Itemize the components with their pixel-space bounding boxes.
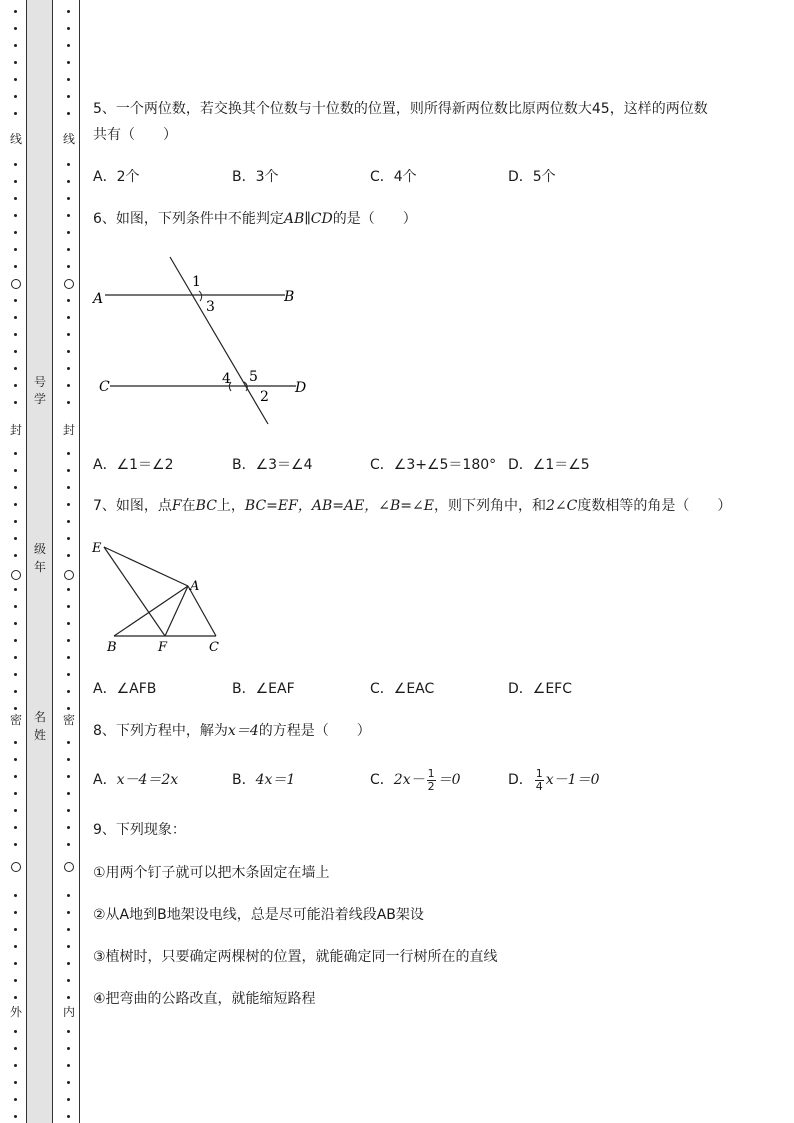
seal-dot <box>14 537 17 540</box>
seal-dot <box>14 1047 17 1050</box>
seal-dot <box>67 95 70 98</box>
q9-item-3: ③植树时，只要确定两棵树的位置，就能确定同一行树所在的直线 <box>93 949 498 965</box>
seal-dot <box>14 78 17 81</box>
option-label: C． <box>370 772 394 788</box>
seal-dot <box>14 95 17 98</box>
seal-dot <box>14 792 17 795</box>
seal-dot <box>14 707 17 710</box>
angle-label-5: 5 <box>249 369 258 385</box>
seal-dot <box>14 503 17 506</box>
point-label-b: B <box>284 289 295 305</box>
point-label-f: F <box>158 640 168 655</box>
angle-label-1: 1 <box>192 274 201 290</box>
seal-dot <box>67 894 70 897</box>
seal-dot <box>67 962 70 965</box>
seal-dot <box>14 163 17 166</box>
seal-dot <box>14 1115 17 1118</box>
binding-margin-student-info <box>26 0 53 1123</box>
option-label: B． <box>232 772 256 788</box>
seal-dot <box>67 792 70 795</box>
seal-dot <box>14 945 17 948</box>
seal-dot <box>67 843 70 846</box>
seal-dot <box>67 10 70 13</box>
q8-option-b <box>232 771 295 789</box>
q6-option-d: D．∠1＝∠5 <box>508 457 590 473</box>
seal-dot <box>14 843 17 846</box>
q8-option-c <box>370 763 461 797</box>
seal-dot <box>14 10 17 13</box>
name-label-2: 姓 <box>33 728 46 742</box>
seal-dot <box>67 61 70 64</box>
seal-dot <box>67 27 70 30</box>
q6-option-c: C．∠3+∠5＝180° <box>370 457 497 473</box>
seal-dot <box>67 1115 70 1118</box>
seal-char-inner-line: 线 <box>62 132 75 146</box>
q9-item-4: ④把弯曲的公路改直，就能缩短路程 <box>93 991 316 1007</box>
q6-figure-parallel-lines <box>88 250 328 430</box>
seal-dot <box>67 248 70 251</box>
seal-dot <box>67 214 70 217</box>
point-label-d: D <box>295 380 307 396</box>
q8-option-c-fraction <box>427 768 436 793</box>
q6-stem-math: AB∥CD <box>283 211 333 227</box>
seal-char-outer-out: 外 <box>9 1005 22 1019</box>
seal-dot <box>14 452 17 455</box>
seal-circle <box>64 862 74 872</box>
seal-dot <box>14 112 17 115</box>
seal-dot <box>67 656 70 659</box>
fraction-numerator: 1 <box>535 766 543 780</box>
seal-char-inner-seal: 封 <box>62 423 75 437</box>
fraction-numerator: 1 <box>427 766 435 780</box>
q7-option-d: D．∠EFC <box>508 681 573 697</box>
seal-dot <box>67 537 70 540</box>
seal-circle <box>64 279 74 289</box>
q7-stem-part: 度数相等的角是（ ） <box>577 498 732 514</box>
fraction-denominator: 2 <box>427 779 435 793</box>
seal-dot <box>14 554 17 557</box>
seal-char-outer-line: 线 <box>9 132 22 146</box>
seal-dot <box>14 520 17 523</box>
seal-dot <box>67 231 70 234</box>
seal-dot <box>67 945 70 948</box>
seal-dot <box>67 384 70 387</box>
seal-dot <box>67 1064 70 1067</box>
binding-margin-outer <box>0 0 26 1123</box>
seal-dot <box>67 1047 70 1050</box>
point-label-c: C <box>99 379 110 395</box>
seal-dot <box>67 503 70 506</box>
seal-dot <box>67 605 70 608</box>
seal-dot <box>67 809 70 812</box>
q6-option-a: A．∠1＝∠2 <box>93 457 174 473</box>
seal-dot <box>14 639 17 642</box>
seal-dot <box>14 469 17 472</box>
seal-char-outer-seal: 封 <box>9 423 22 437</box>
seal-dot <box>14 809 17 812</box>
seal-dot <box>67 639 70 642</box>
seal-char-inner-in: 内 <box>62 1005 75 1019</box>
seal-circle <box>11 570 21 580</box>
q9-stem: 9、下列现象： <box>93 822 186 838</box>
q8-stem-math: x＝4 <box>227 723 259 739</box>
seal-dot <box>14 27 17 30</box>
q5-stem-line2: 共有（ ） <box>93 127 177 143</box>
seal-dot <box>67 588 70 591</box>
seal-dot <box>67 826 70 829</box>
seal-char-inner-secret: 密 <box>62 713 75 727</box>
q5-option-b: B．3个 <box>232 169 279 185</box>
q6-stem <box>93 210 417 228</box>
q7-stem-part: ，则下列角中，和 <box>434 498 546 514</box>
seal-dot <box>67 197 70 200</box>
seal-dot <box>67 112 70 115</box>
q8-option-a-equation: x－4＝2x <box>116 772 179 788</box>
q7-option-b: B．∠EAF <box>232 681 295 697</box>
q8-option-d-part: x－1＝0 <box>545 772 600 788</box>
point-label-a: A <box>190 579 200 594</box>
seal-dot <box>67 707 70 710</box>
q8-option-c-part: 2x－ <box>393 772 425 788</box>
seal-dot <box>14 656 17 659</box>
q7-option-a: A．∠AFB <box>93 681 157 697</box>
student-number-label-2: 学 <box>33 392 46 406</box>
q8-option-b-equation: 4x＝1 <box>255 772 296 788</box>
q6-option-b: B．∠3＝∠4 <box>232 457 313 473</box>
seal-dot <box>67 741 70 744</box>
q8-option-c-part: ＝0 <box>437 772 461 788</box>
point-label-c: C <box>209 640 219 655</box>
q7-figure-triangles <box>88 535 238 660</box>
seal-dot <box>14 299 17 302</box>
seal-dot <box>14 622 17 625</box>
seal-circle <box>11 279 21 289</box>
seal-dot <box>14 911 17 914</box>
seal-dot <box>67 673 70 676</box>
seal-dot <box>14 826 17 829</box>
seal-dot <box>14 1064 17 1067</box>
q7-stem-math-bc: BC <box>195 498 217 514</box>
seal-dot <box>14 384 17 387</box>
seal-dot <box>67 180 70 183</box>
seal-dot <box>14 758 17 761</box>
seal-dot <box>14 673 17 676</box>
seal-dot <box>14 44 17 47</box>
seal-dot <box>67 44 70 47</box>
angle-label-4: 4 <box>222 371 231 387</box>
transversal-line <box>170 257 268 424</box>
point-label-a: A <box>93 291 104 307</box>
q7-stem <box>93 497 731 515</box>
seal-dot <box>14 996 17 999</box>
q7-stem-conditions: BC=EF，AB=AE，∠B=∠E <box>244 498 434 514</box>
seal-dot <box>67 758 70 761</box>
seal-dot <box>14 979 17 982</box>
seal-dot <box>14 248 17 251</box>
seal-dot <box>14 894 17 897</box>
seal-dot <box>14 741 17 744</box>
angle-label-2: 2 <box>260 389 269 405</box>
seal-dot <box>14 775 17 778</box>
seal-dot <box>67 911 70 914</box>
name-label-1: 名 <box>33 710 46 724</box>
q6-stem-suffix: 的是（ ） <box>332 211 417 227</box>
q7-stem-part: 在 <box>181 498 196 514</box>
q9-item-2: ②从A地到B地架设电线，总是尽可能沿着线段AB架设 <box>93 907 424 923</box>
seal-dot <box>67 316 70 319</box>
point-label-b: B <box>107 640 117 655</box>
seal-dot <box>67 520 70 523</box>
q7-stem-math-f: F <box>171 498 182 514</box>
seal-dot <box>14 316 17 319</box>
point-label-e: E <box>92 541 102 556</box>
seal-dot <box>14 231 17 234</box>
seal-dot <box>14 928 17 931</box>
option-label: A． <box>93 772 117 788</box>
seal-dot <box>14 605 17 608</box>
q5-option-a: A．2个 <box>93 169 140 185</box>
seal-dot <box>14 486 17 489</box>
seal-dot <box>14 401 17 404</box>
segment-ea <box>104 547 188 586</box>
seal-dot <box>14 180 17 183</box>
seal-dot <box>14 690 17 693</box>
seal-dot <box>67 622 70 625</box>
seal-dot <box>67 78 70 81</box>
seal-dot <box>67 928 70 931</box>
seal-dot <box>14 962 17 965</box>
q7-stem-part: 上， <box>216 498 245 514</box>
q7-stem-part: 7、如图，点 <box>93 498 172 514</box>
seal-dot <box>67 299 70 302</box>
binding-margin-inner <box>53 0 80 1123</box>
seal-dot <box>14 1081 17 1084</box>
seal-dot <box>14 588 17 591</box>
seal-dot <box>14 265 17 268</box>
grade-label-2: 年 <box>33 560 46 574</box>
seal-dot <box>67 996 70 999</box>
seal-dot <box>14 214 17 217</box>
seal-dot <box>14 367 17 370</box>
seal-dot <box>67 452 70 455</box>
seal-dot <box>67 469 70 472</box>
q8-stem-suffix: 的方程是（ ） <box>258 723 371 739</box>
seal-dot <box>67 486 70 489</box>
seal-dot <box>67 333 70 336</box>
seal-dot <box>67 163 70 166</box>
seal-dot <box>67 265 70 268</box>
seal-dot <box>14 1098 17 1101</box>
seal-dot <box>67 1081 70 1084</box>
seal-dot <box>67 690 70 693</box>
seal-dot <box>67 554 70 557</box>
seal-dot <box>14 197 17 200</box>
seal-dot <box>14 350 17 353</box>
seal-dot <box>67 979 70 982</box>
q5-option-d: D．5个 <box>508 169 556 185</box>
q8-stem <box>93 722 371 740</box>
seal-dot <box>14 1030 17 1033</box>
angle-label-3: 3 <box>206 299 215 315</box>
seal-dot <box>67 401 70 404</box>
seal-circle <box>11 862 21 872</box>
q5-stem-line1: 5、一个两位数，若交换其个位数与十位数的位置，则所得新两位数比原两位数大45，这样的两位数 <box>93 101 708 117</box>
q8-option-d <box>508 763 600 797</box>
seal-dot <box>14 333 17 336</box>
seal-dot <box>14 61 17 64</box>
seal-dot <box>67 367 70 370</box>
angle-arc-1-3 <box>199 291 202 301</box>
seal-char-outer-secret: 密 <box>9 713 22 727</box>
fraction-denominator: 4 <box>535 779 543 793</box>
q8-option-d-fraction <box>535 768 544 793</box>
q8-stem-prefix: 8、下列方程中，解为 <box>93 723 228 739</box>
q9-item-1: ①用两个钉子就可以把木条固定在墙上 <box>93 865 330 881</box>
q8-option-a <box>93 771 178 789</box>
student-number-label-1: 号 <box>33 375 46 389</box>
seal-dot <box>67 350 70 353</box>
q5-option-c: C．4个 <box>370 169 417 185</box>
seal-dot <box>67 1098 70 1101</box>
grade-label-1: 级 <box>33 542 46 556</box>
seal-dot <box>67 1030 70 1033</box>
q6-stem-prefix: 6、如图，下列条件中不能判定 <box>93 211 284 227</box>
q7-stem-math-angle: 2∠C <box>546 498 578 514</box>
seal-circle <box>64 570 74 580</box>
option-label: D． <box>508 772 533 788</box>
seal-dot <box>67 775 70 778</box>
q7-option-c: C．∠EAC <box>370 681 435 697</box>
